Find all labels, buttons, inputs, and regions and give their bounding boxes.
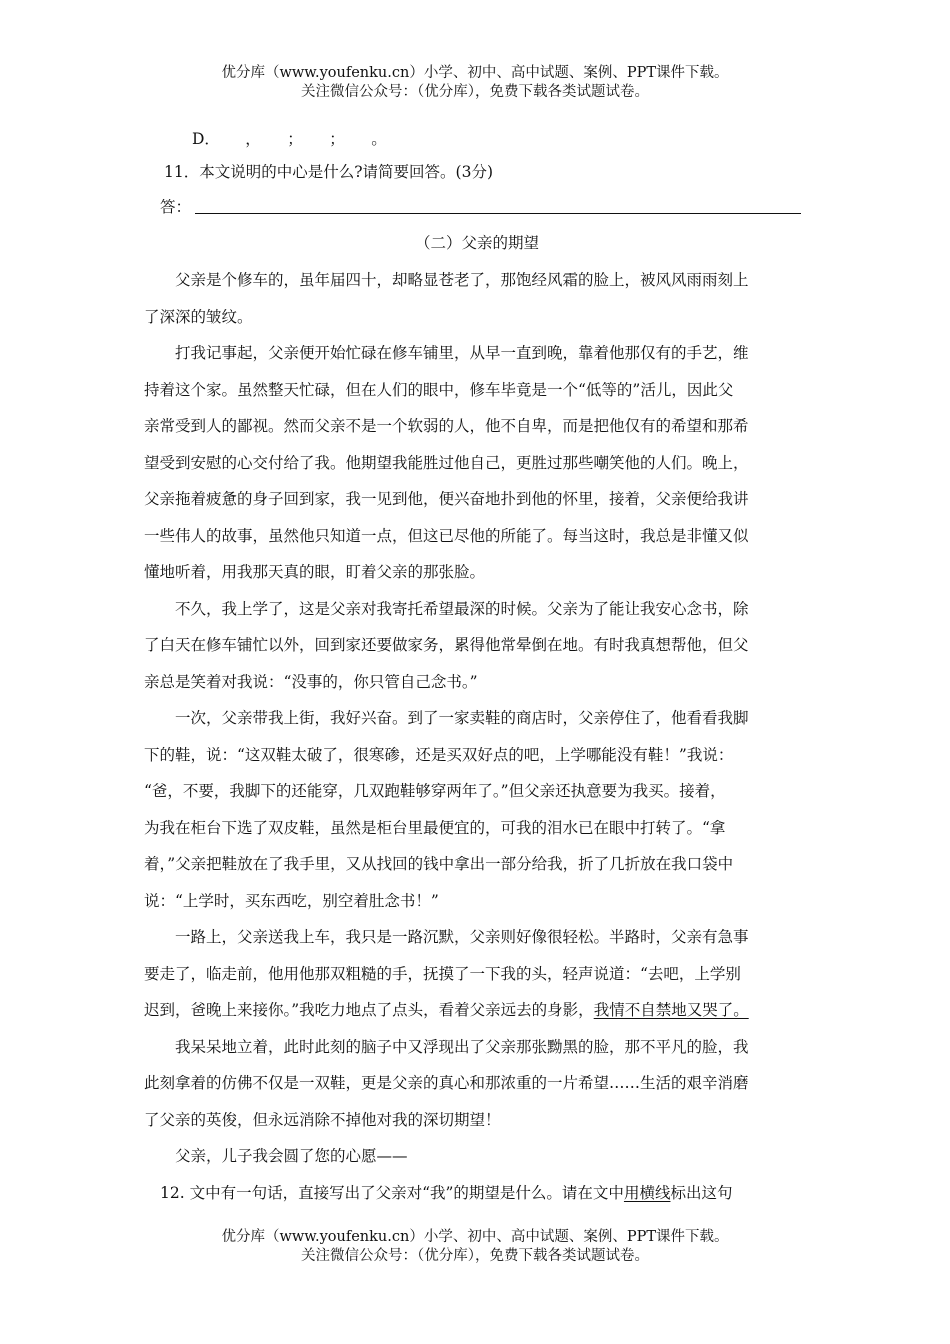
text-line [144,992,810,1029]
paragraph-6 [144,1029,810,1139]
text-line: 一次，父亲带我上街，我好兴奋。到了一家卖鞋的商店时，父亲停住了，他看看我脚 [175,709,749,727]
text-line: “爸，不要，我脚下的还能穿，几双跑鞋够穿两年了。”但父亲还执意要为我买。接着， [144,782,726,800]
text-line: 懂地听着，用我那天真的眼，盯着父亲的那张脸。 [144,563,486,581]
paragraph-4 [144,700,810,919]
text-line: 着，”父亲把鞋放在了我手里，又从找回的钱中拿出一部分给我，折了几折放在我口袋中 [144,855,734,873]
text-line: 父亲拖着疲惫的身子回到家，我一见到他，便兴奋地扑到他的怀里，接着，父亲便给我讲 [144,490,749,508]
text-line: 一些伟人的故事，虽然他只知道一点，但这已尽他的所能了。每当这时，我总是非懂又似 [144,526,749,545]
text-line: 持着这个家。虽然整天忙碌，但在人们的眼中，修车毕竟是一个“低等的”活儿，因此父 [144,380,734,399]
page-footer [0,1228,950,1266]
option-d-row [144,124,810,154]
text-line: 我呆呆地立着，此时此刻的脑子中又浮现出了父亲那张黝黑的脸，那不平凡的脸，我 [175,1037,749,1056]
text-plain: 迟到，爸晚上来接你。”我吃力地点了点头，看着父亲远去的身影， [144,1001,594,1019]
paragraph-7: 父亲，儿子我会圆了您的心愿—— [175,1147,408,1165]
text-line: 了深深的皱纹。 [144,307,253,326]
option-mark: ； [329,130,345,148]
text-line: 望受到安慰的心交付给了我。他期望我能胜过他自己，更胜过那些嘲笑他的人们。晚上， [144,453,749,472]
paragraph-3 [144,591,810,701]
question-11: 11．本文说明的中心是什么?请简要回答。(3分) [164,163,493,181]
answer-line[interactable] [195,213,801,214]
text-line: 此刻拿着的仿佛不仅是一双鞋，更是父亲的真心和那浓重的一片希望……生活的艰辛消磨 [144,1074,749,1092]
paragraph-2 [144,335,810,591]
section-title: （二）父亲的期望 [414,234,539,252]
text-line: 了父亲的英俊，但永远消除不掉他对我的深切期望！ [144,1110,501,1129]
q12-text-before: 12. 文中有一句话，直接写出了父亲对“我”的期望是什么。请在文中 [160,1183,624,1202]
text-line: 了白天在修车铺忙以外，回到家还要做家务，累得他常晕倒在地。有时我真想帮他，但父 [144,636,749,654]
text-line: 亲总是笑着对我说：“没事的，你只管自己念书。” [144,672,478,691]
footer-line-1: 优分库（www.youfenku.cn）小学、初中、高中试题、案例、PPT课件下载。 [221,1229,729,1245]
text-line: 要走了，临走前，他用他那双粗糙的手，抚摸了一下我的头，轻声说道：“去吧，上学别 [144,964,741,983]
page-header [0,64,950,102]
q12-text-after: 标出这句 [670,1183,733,1202]
option-mark: ， [245,130,261,148]
text-line: 亲常受到人的鄙视。然而父亲不是一个软弱的人，他不自卑，而是把他仅有的希望和那希 [144,417,749,435]
header-line-1: 优分库（www.youfenku.cn）小学、初中、高中试题、案例、PPT课件下载。 [221,65,729,81]
text-line: 父亲是个修车的，虽年届四十，却略显苍老了，那饱经风霜的脸上，被风风雨雨刻上 [175,271,749,289]
underlined-sentence: 我情不自禁地又哭了。 [593,1001,749,1019]
option-d-label: D． [192,130,220,148]
text-line: 打我记事起，父亲便开始忙碌在修车铺里，从早一直到晚，靠着他那仅有的手艺，维 [175,344,749,362]
text-line: 为我在柜台下选了双皮鞋，虽然是柜台里最便宜的，可我的泪水已在眼中打转了。“拿 [144,818,726,837]
header-line-2: 关注微信公众号：（优分库），免费下载各类试题试卷。 [301,84,649,100]
text-line: 一路上，父亲送我上车，我只是一路沉默，父亲则好像很轻松。半路时，父亲有急事 [175,928,749,946]
text-line: 说：“上学时，买东西吃，别空着肚念书！” [144,891,439,910]
text-line: 不久，我上学了，这是父亲对我寄托希望最深的时候。父亲为了能让我安心念书，除 [175,599,749,618]
answer-row [144,190,810,224]
answer-label: 答： [160,198,192,216]
option-mark: 。 [371,130,387,148]
q12-underlined-term: 用横线 [623,1183,671,1202]
option-mark: ； [287,130,303,148]
paragraph-1 [144,262,810,335]
question-12 [144,1175,810,1212]
paragraph-5 [144,919,810,1029]
document-body [144,124,810,1211]
text-line: 下的鞋，说：“这双鞋太破了，很寒碜，还是买双好点的吧，上学哪能没有鞋！”我说： [144,745,734,764]
footer-line-2: 关注微信公众号：（优分库），免费下载各类试题试卷。 [301,1248,649,1264]
